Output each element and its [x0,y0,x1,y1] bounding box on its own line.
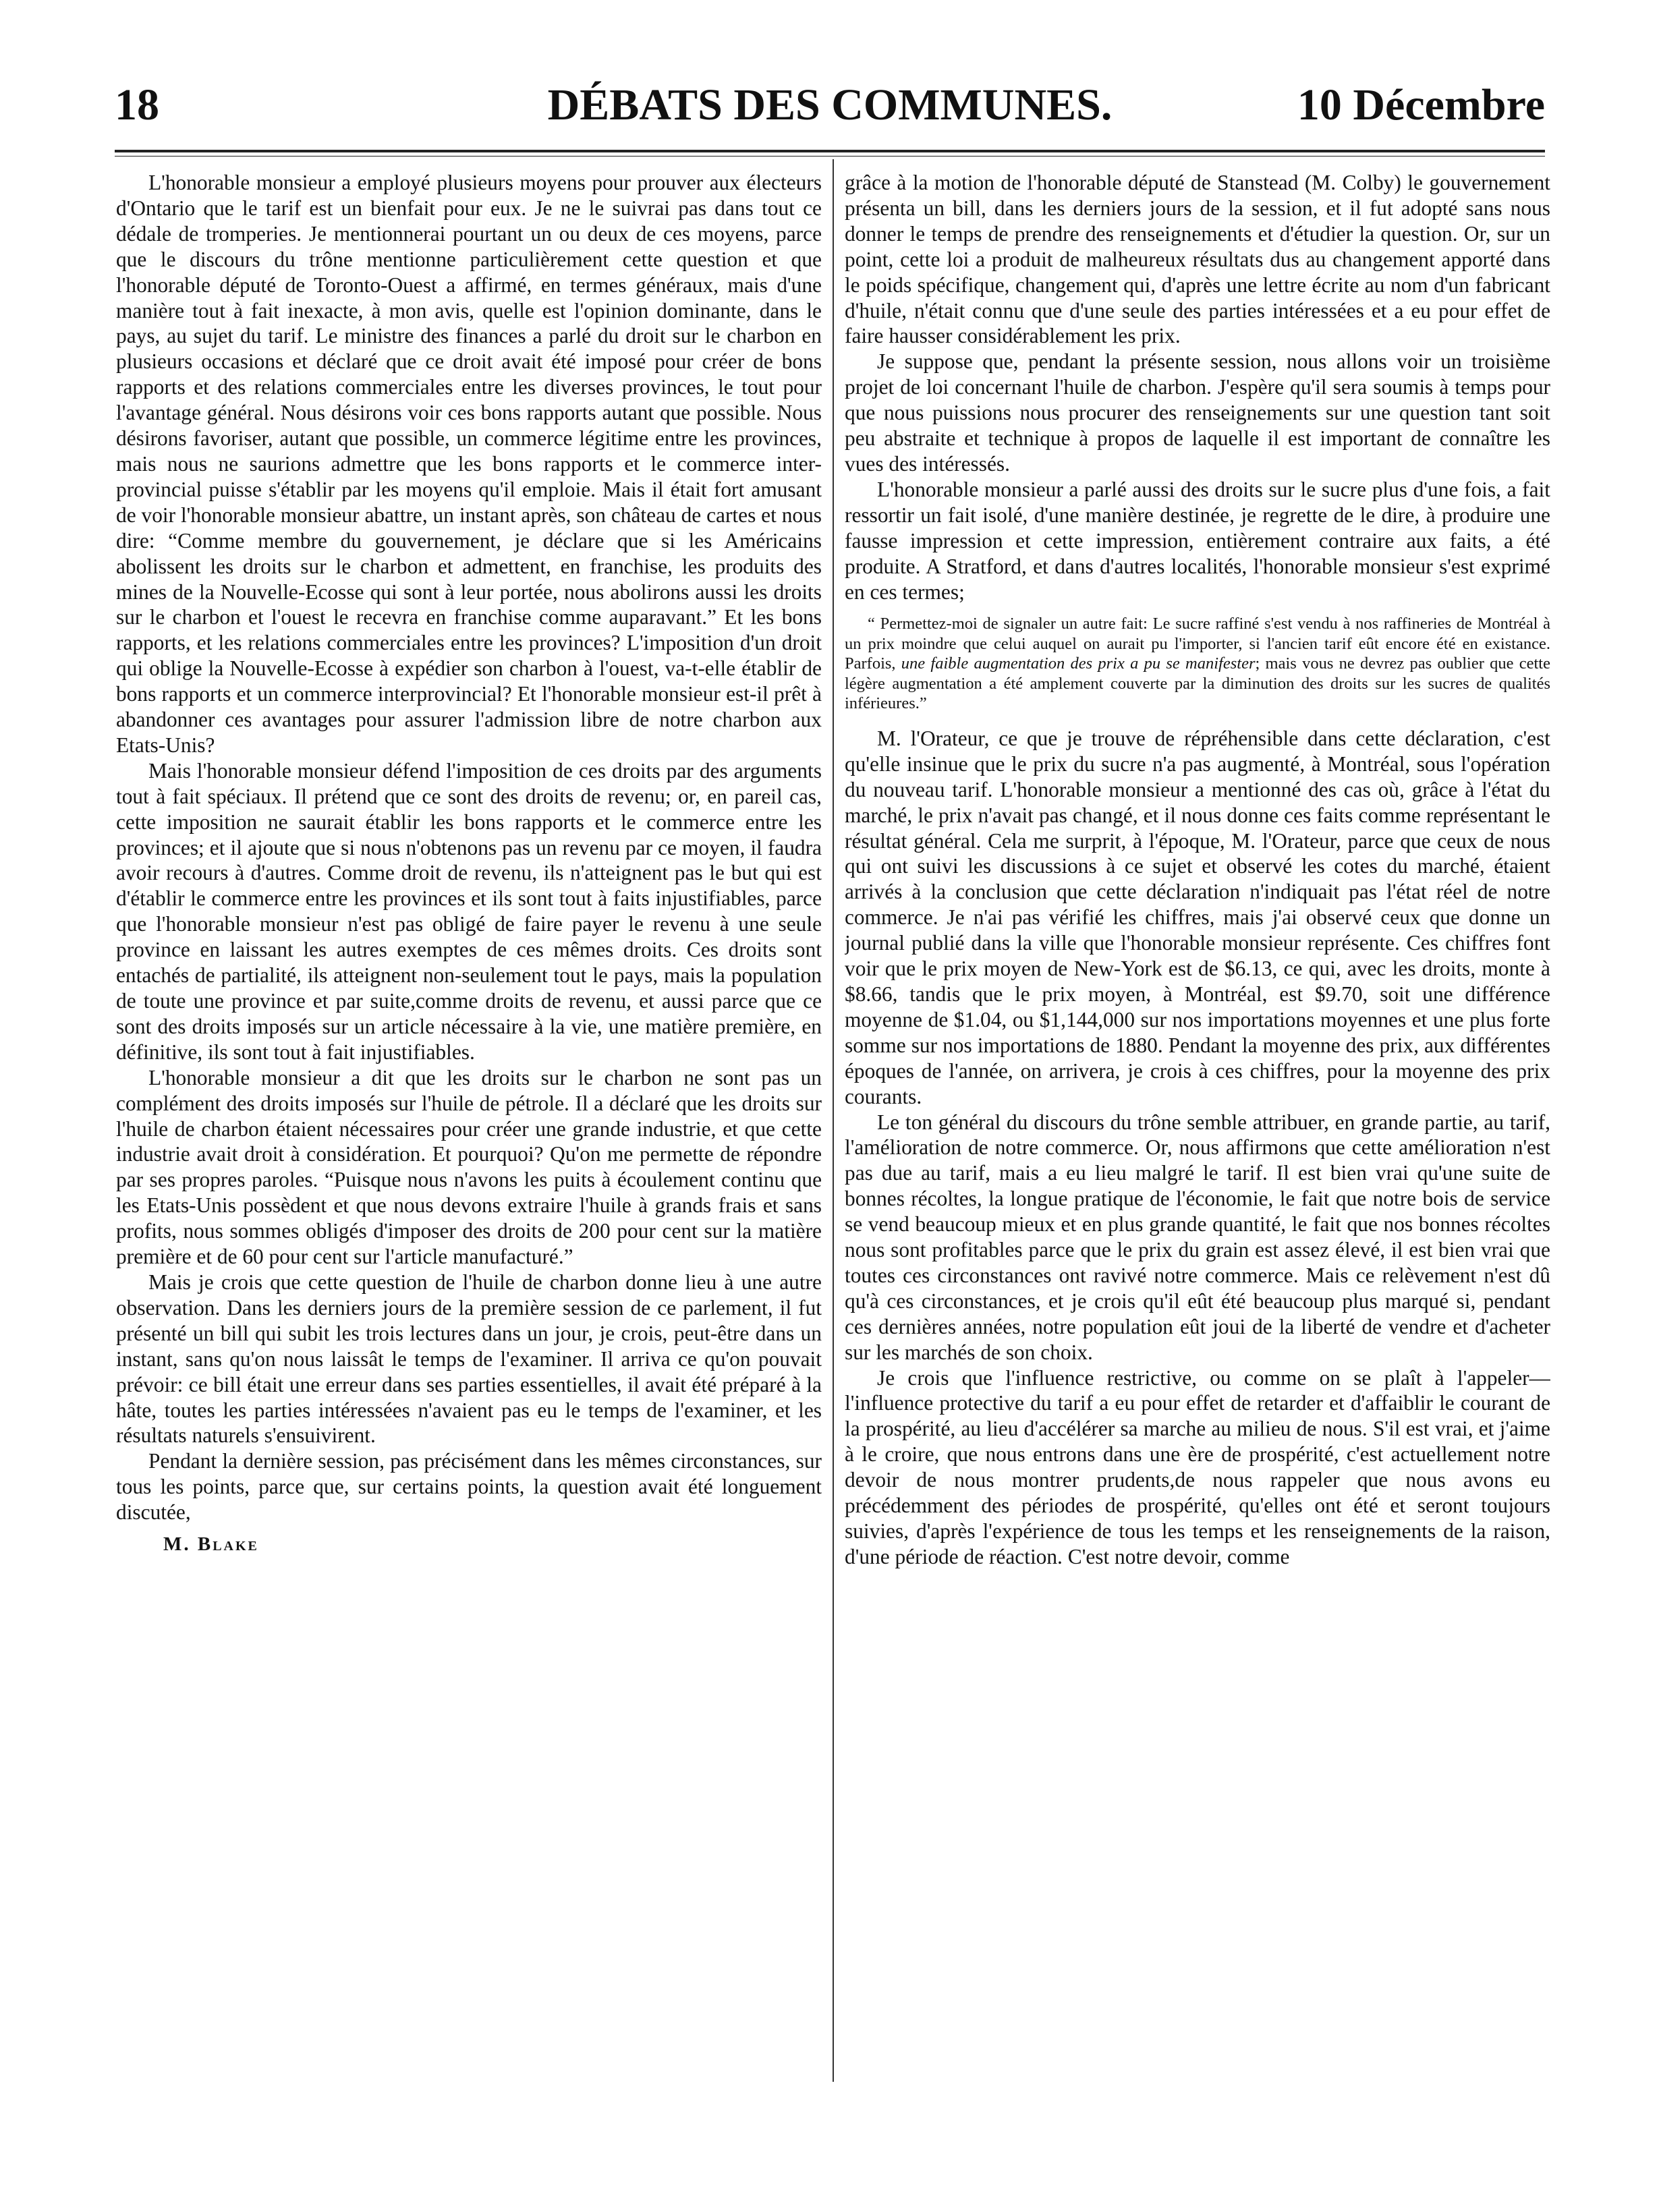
paragraph: grâce à la motion de l'honorable député de Stanstead (M. Colby) le gouvernement présenta un bill, dans les derniers jours de la session, et il fut adopté sans nous donner le temps de prendre des renseignements et d'étudier la question. Or, sur un point, cette loi a produit de malheureux résultats dus au changement apporté dans le poids spécifique, changement qui, d'après une lettre écrite au nom d'un fabricant d'huile, n'était connu que d'une seule des parties intéressées et a eu pour effet de faire hausser considérablement les prix. [845,171,1550,348]
page-header [115,80,1545,140]
journal-title: DÉBATS DES COMMUNES. [547,80,1113,130]
paragraph: Mais je crois que cette question de l'huile de charbon donne lieu à une autre observation. Dans les derniers jours de la première session de ce parlement, il fut présenté un bill qui subit les trois lectures dans un jour, je crois, peut-être dans un instant, sans qu'on nous laissât le temps de l'examiner. Il arriva ce qu'on pouvait prévoir: ce bill était une erreur dans ses parties essentielles, il avait été préparé à la hâte, toutes les parties intéressées n'avaient pas eu le temps de l'examiner, et les résultats naturels s'ensuivirent. [116,1270,822,1448]
right-column [845,170,1550,2079]
page-number: 18 [115,80,159,130]
paragraph: Le ton général du discours du trône semble attribuer, en grande partie, au tarif, l'amélioration de notre commerce. Or, nous affirmons que cette amélioration n'est pas due au tarif, mais a eu lieu malgré le tarif. Il est bien vrai qu'une suite de bonnes récoltes, la longue pratique de l'économie, le fait que notre bois de service se vend beaucoup mieux et en plus grande quantité, le fait que nos bonnes récoltes nous sont profitables parce que le prix du grain est assez élevé, il est bien vrai que toutes ces circonstances ont ravivé notre commerce. Mais ce relèvement n'est dû qu'à ces circonstances, et je crois qu'il eût été beaucoup plus marqué si, pendant ces dernières années, notre population eût joui de la liberté de vendre et d'acheter sur les marchés de son choix. [845,1110,1550,1364]
paragraph: L'honorable monsieur a employé plusieurs moyens pour prouver aux électeurs d'Ontario que le tarif est un bienfait pour eux. Je ne le suivrai pas dans tout ce dédale de tromperies. Je mentionnerai pourtant un ou deux de ces moyens, parce que le discours du trône mentionne particulièrement cette question et que l'honorable député de Toronto-Ouest a affirmé, en termes généraux, mais d'une manière tout à fait inexacte, à mon avis, quelle est l'opinion dominante, dans le pays, au sujet du tarif. Le ministre des finances a parlé du droit sur le charbon en plusieurs occasions et déclaré que ce droit avait été imposé pour créer de bons rapports et des relations commerciales entre les diverses provinces, le tout pour l'avantage général. Nous désirons voir ces bons rapports autant que possible. Nous désirons favoriser, autant que possible, un commerce légitime entre les provinces, mais nous ne saurions admettre que les bons rapports et le commerce inter-provincial puisse s'établir par les moyens qu'il emploie. Mais il était fort amusant de voir l'honorable monsieur abattre, un instant après, son château de cartes et nous dire: “Comme membre du gouvernement, je déclare que si les Américains abolissent les droits sur le charbon et admettent, en franchise, les produits des mines de la Nouvelle-Ecosse qui sont à leur portée, nous abolirons aussi les droits sur le charbon et l'ouest le recevra en franchise comme auparavant.” Et les bons rapports, et les relations commerciales entre les provinces? L'imposition d'un droit qui oblige la Nouvelle-Ecosse à expédier son charbon à l'ouest, va-t-elle établir de bons rapports et un commerce interprovincial? Et l'honorable monsieur est-il prêt à abandonner ces avantages pour assurer l'admission libre de notre charbon aux Etats-Unis? [116,171,822,757]
header-rule-thin [115,156,1545,157]
left-column [116,170,822,2079]
quote-text: ; mais vous ne devrez pas oublier que cette légère augmentation a été amplement couverte par la diminution des droits sur les sucres de qualités inférieures.” [845,654,1550,713]
paragraph: Je crois que l'influence restrictive, ou comme on se plaît à l'appeler—l'influence protective du tarif a eu pour effet de retarder et d'affaiblir le courant de la prospérité, au lieu d'accélérer sa marche au milieu de nous. S'il est vrai, et j'aime à le croire, que nous entrons dans une ère de prospérité, c'est actuellement notre devoir de nous montrer prudents,de nous rappeler que nous avons eu précédemment des périodes de prospérité, qu'elles ont été et seront toujours suivies, d'après l'expérience de tous les temps et les renseignements de la raison, d'une période de réaction. C'est notre devoir, comme [845,1365,1550,1568]
quote-italic-text: une faible augmentation des prix a pu se manifester [901,654,1256,673]
paragraph: L'honorable monsieur a dit que les droits sur le charbon ne sont pas un complément des droits imposés sur l'huile de pétrole. Il a déclaré que les droits sur l'huile de charbon étaient nécessaires pour créer une grande industrie, et que cette industrie avait droit à considération. Et pourquoi? Qu'on me permette de répondre par ses propres paroles. “Puisque nous n'avons les puits à écoulement continu que les Etats-Unis possèdent et que nous devons extraire l'huile à grands frais et sans profits, nous sommes obligés d'imposer des droits de 200 pour cent sur la matière première et de 60 pour cent sur l'article manufacturé.” [116,1065,822,1269]
paragraph: L'honorable monsieur a parlé aussi des droits sur le sucre plus d'une fois, a fait ressortir un fait isolé, d'une manière destinée, je regrette de le dire, à produire une fausse impression et cette impression, entièrement contraire aux faits, a été produite. A Stratford, et dans d'autres localités, l'honorable monsieur s'est exprimé en ces termes; [845,477,1550,604]
quote-text: “ Permettez-moi de signaler un autre fait: Le sucre raffiné s'est vendu à nos raffineries de Montréal à un prix moindre que celui auquel on aurait pu l'importer, si l'ancien tarif eût encore été en existance. Parfois, [845,615,1550,673]
header-date: 10 Décembre [1297,80,1545,130]
block-quote [845,614,1550,714]
header-rule [115,150,1545,152]
paragraph: Mais l'honorable monsieur défend l'imposition de ces droits par des arguments tout à fait spéciaux. Il prétend que ce sont des droits de revenu; or, en pareil cas, cette imposition ne saurait établir les bons rapports et le commerce entre les provinces; et il ajoute que si nous n'obtenons pas un revenu par ce moyen, il faudra avoir recours à d'autres. Comme droit de revenu, ils n'atteignent pas le but qui est d'établir le commerce entre les provinces et ils sont tout à faits injustifiables, parce que l'honorable monsieur n'est pas obligé de faire payer le revenu à une seule province en laissant les autres exemptes de ces mêmes droits. Ces droits sont entachés de partialité, ils atteignent non-seulement tout le pays, mais la population de toute une province et par suite,comme droits de revenu, et aussi parce que ce sont des droits imposés sur un article nécessaire à la vie, une matière première, en définitive, ils sont tout à fait injustifiables. [116,758,822,1064]
speaker-signature: M. Blake [163,1533,259,1556]
paragraph: Je suppose que, pendant la présente session, nous allons voir un troisième projet de loi concernant l'huile de charbon. J'espère qu'il sera soumis à temps pour que nous puissions nous procurer des renseignements sur une question tant soit peu abstraite et technique à propos de laquelle il est important de connaître les vues des intéressés. [845,349,1550,476]
paragraph: Pendant la dernière session, pas précisément dans les mêmes circonstances, sur tous les points, parce que, sur certains points, la question avait été longuement discutée, [116,1449,822,1525]
paragraph: M. l'Orateur, ce que je trouve de répréhensible dans cette déclaration, c'est qu'elle insinue que le prix du sucre n'a pas augmenté, à Montréal, sous l'opération du nouveau tarif. L'honorable monsieur a mentionné des cas où, grâce à l'état du marché, le prix n'avait pas changé, et il nous donne ces faits comme représentant le résultat général. Cela me surprit, à l'époque, M. l'Orateur, parce que ceux de nous qui ont suivi les discussions à ce sujet et observé les cotes du marché, étaient arrivés à la conclusion que cette déclaration n'indiquait pas l'état réel de notre commerce. Je n'ai pas vérifié les chiffres, mais j'ai observé ceux que donne un journal publié dans la ville que l'honorable monsieur représente. Ces chiffres font voir que le prix moyen de New-York est de $6.13, ce qui, avec les droits, monte à $8.66, tandis que le prix moyen, à Montréal, est $9.70, soit une différence moyenne de $1.04, ou $1,144,000 sur nos importations moyennes et une plus forte somme sur nos importations de 1880. Pendant la moyenne des prix, aux différentes époques de l'année, on arrivera, je crois à ces chiffres, pour la moyenne des prix courants. [845,726,1550,1108]
column-divider [833,159,834,2082]
